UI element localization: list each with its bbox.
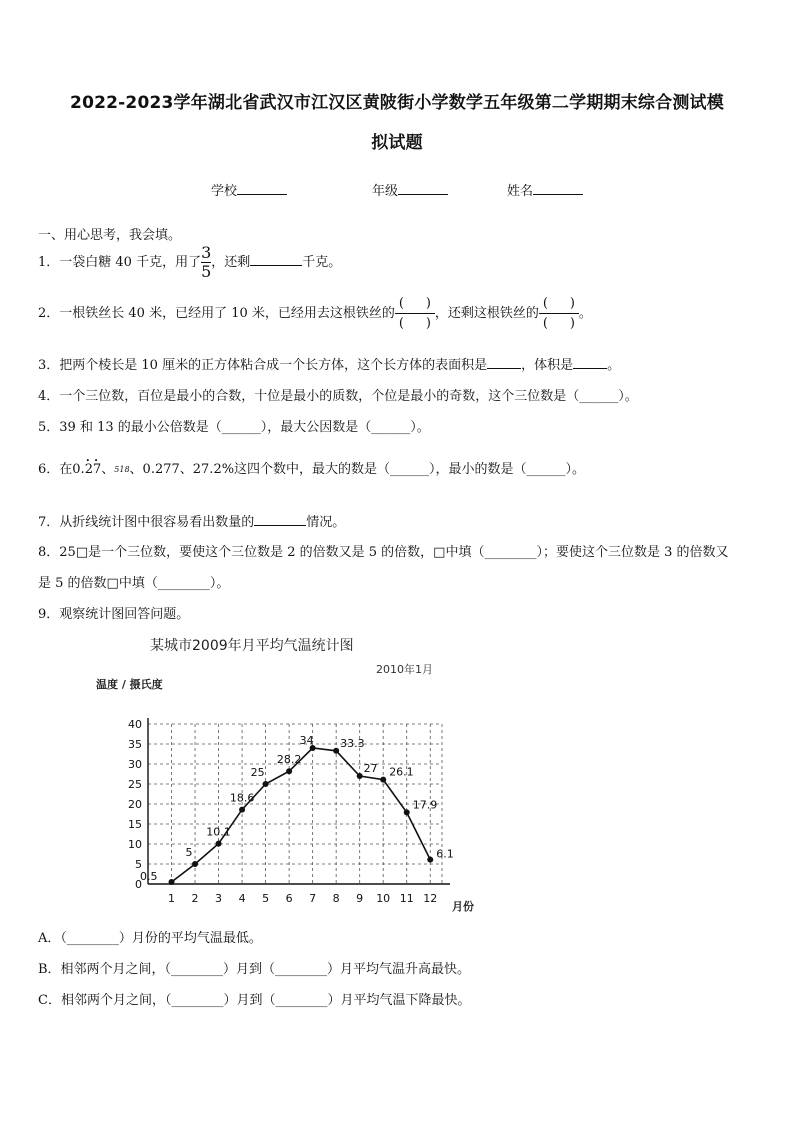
school-blank[interactable] [237,182,287,195]
q3-blank-volume[interactable] [573,356,607,369]
sub-question-b: B．相邻两个月之间，（________）月到（________）月平均气温升高最快。 [38,962,471,977]
q2-suffix: 。 [578,306,592,321]
chart-data-label: 5 [185,846,193,859]
grade-label: 年级 [372,184,399,199]
chart-x-tick-label: 11 [399,892,414,905]
chart-y-tick-label: 20 [128,798,142,811]
chart-y-tick-label: 25 [128,778,142,791]
sub-question-c: C．相邻两个月之间，（________）月到（________）月平均气温下降最快。 [38,993,471,1008]
question-8-line1: 8．25□是一个三位数，要使这个三位数是 2 的倍数又是 5 的倍数，□中填（________）；要使这个三位数是 3 的倍数又 [38,545,729,560]
chart-data-point [169,879,175,885]
q7-prefix: 7．从折线统计图中很容易看出数量的 [38,515,255,530]
chart-data-label: 26.1 [389,765,414,779]
q1-mid: ，还剩 [211,255,251,270]
chart-data-label: 0.5 [140,870,158,883]
chart-data-label: 28.2 [276,753,302,767]
chart-x-tick-label: 9 [356,892,364,905]
chart-x-tick-label: 6 [285,892,293,905]
grade-blank[interactable] [398,182,448,195]
q6-prefix: 6．在0. [38,462,85,477]
question-2 [38,292,592,336]
question-4: 4．一个三位数，百位是最小的合数，十位是最小的质数，个位是最小的奇数，这个三位数是（______）。 [38,389,638,404]
chart-x-tick-label: 3 [215,892,223,905]
q6-sep: 、 [101,462,115,477]
chart-data-label: 6.1 [436,847,454,861]
chart-data-point [239,807,245,813]
chart-y-tick-label: 5 [135,858,142,871]
chart-data-point [192,861,198,867]
q6-rest: 、0.277、27.2%这四个数中，最大的数是（______），最小的数是（______）。 [129,462,586,477]
page-title-line1: 2022-2023学年湖北省武汉市江汉区黄陂街小学数学五年级第二学期期末综合测试模 [70,93,724,113]
q1-frac-num: 3 [201,243,212,262]
q2-blank-fraction-left[interactable]: ( ) ( ) [539,296,579,331]
chart-y-tick-label: 30 [128,758,142,771]
chart-data-point [333,748,339,754]
q1-fraction [201,245,211,280]
q6-repeating-digit-a: • 2 [85,458,93,482]
q3-text-b: ，体积是 [521,358,574,373]
q6-fraction [114,466,129,474]
chart-data-label: 27 [363,762,378,775]
question-8-line2: 是 5 的倍数□中填（________）。 [38,576,230,591]
q1-suffix: 千克。 [302,255,342,270]
chart-title: 某城市2009年月平均气温统计图 [150,638,354,654]
q2-prefix: 2．一根铁丝长 40 米，已经用了 10 米，已经用去这根铁丝的 [38,306,395,321]
q1-blank[interactable] [250,253,302,266]
q6-repeating-digit-b: • 7 [93,458,101,482]
chart-x-tick-label: 10 [376,892,391,905]
chart-xlabel: 月份 [452,900,474,913]
chart-x-tick-label: 7 [309,892,317,905]
chart-y-tick-label: 40 [128,718,142,731]
chart-y-tick-label: 0 [135,878,142,891]
q6-frac-num: 5 [114,464,120,474]
q3-blank-area[interactable] [487,356,521,369]
chart-data-point [216,841,222,847]
question-5: 5．39 和 13 的最小公倍数是（______），最大公因数是（______）。 [38,420,430,435]
section1-heading: 一、用心思考，我会填。 [38,228,182,243]
chart-data-point [404,809,410,815]
question-9: 9．观察统计图回答问题。 [38,607,190,622]
chart-x-tick-label: 4 [238,892,246,905]
name-blank[interactable] [533,182,583,195]
q3-text-c: 。 [607,358,621,373]
page-title-line2: 拟试题 [371,133,423,153]
chart-x-tick-label: 8 [332,892,340,905]
chart-x-tick-label: 2 [191,892,199,905]
q7-suffix: 情况。 [306,515,346,530]
chart-data-label: 18.6 [229,791,255,805]
chart-data-label: 25 [250,766,265,779]
temperature-line-chart [80,628,474,913]
chart-data-label: 10.1 [206,825,231,839]
chart-data-label: 33.3 [340,736,365,750]
chart-x-tick-label: 5 [262,892,270,905]
school-field [211,180,287,199]
chart-data-point [263,781,269,787]
chart-y-tick-label: 10 [128,838,142,851]
q2-mid: ，还剩这根铁丝的 [434,306,539,321]
chart-ylabel: 温度 / 摄氏度 [96,678,163,691]
chart-x-tick-label: 12 [423,892,438,905]
question-7 [38,511,345,530]
question-1 [38,242,341,284]
q2-blank-fraction-used[interactable]: ( ) ( ) [395,296,435,331]
chart-subtitle: 2010年1月 [376,663,433,676]
chart-data-point [427,857,433,863]
grade-field [372,180,448,199]
name-field [507,180,583,199]
chart-x-tick-label: 1 [168,892,176,905]
question-3 [38,354,620,373]
school-label: 学校 [211,184,238,199]
q1-frac-den: 5 [201,262,212,281]
chart-y-tick-label: 15 [128,818,142,831]
chart-y-tick-label: 35 [128,738,142,751]
sub-question-a: A．（________）月份的平均气温最低。 [38,931,262,946]
question-6 [38,458,585,482]
chart-data-point [357,773,363,779]
chart-data-label: 17.9 [412,798,438,812]
q6-frac-den: 18 [119,464,130,474]
chart-data-point [286,768,292,774]
q7-blank[interactable] [254,513,306,526]
q3-text-a: 3．把两个棱长是 10 厘米的正方体粘合成一个长方体，这个长方体的表面积是 [38,358,488,373]
name-label: 姓名 [507,184,534,199]
chart-data-label: 34 [299,734,314,747]
chart-data-point [380,777,386,783]
q1-prefix: 1．一袋白糖 40 千克，用了 [38,255,202,270]
